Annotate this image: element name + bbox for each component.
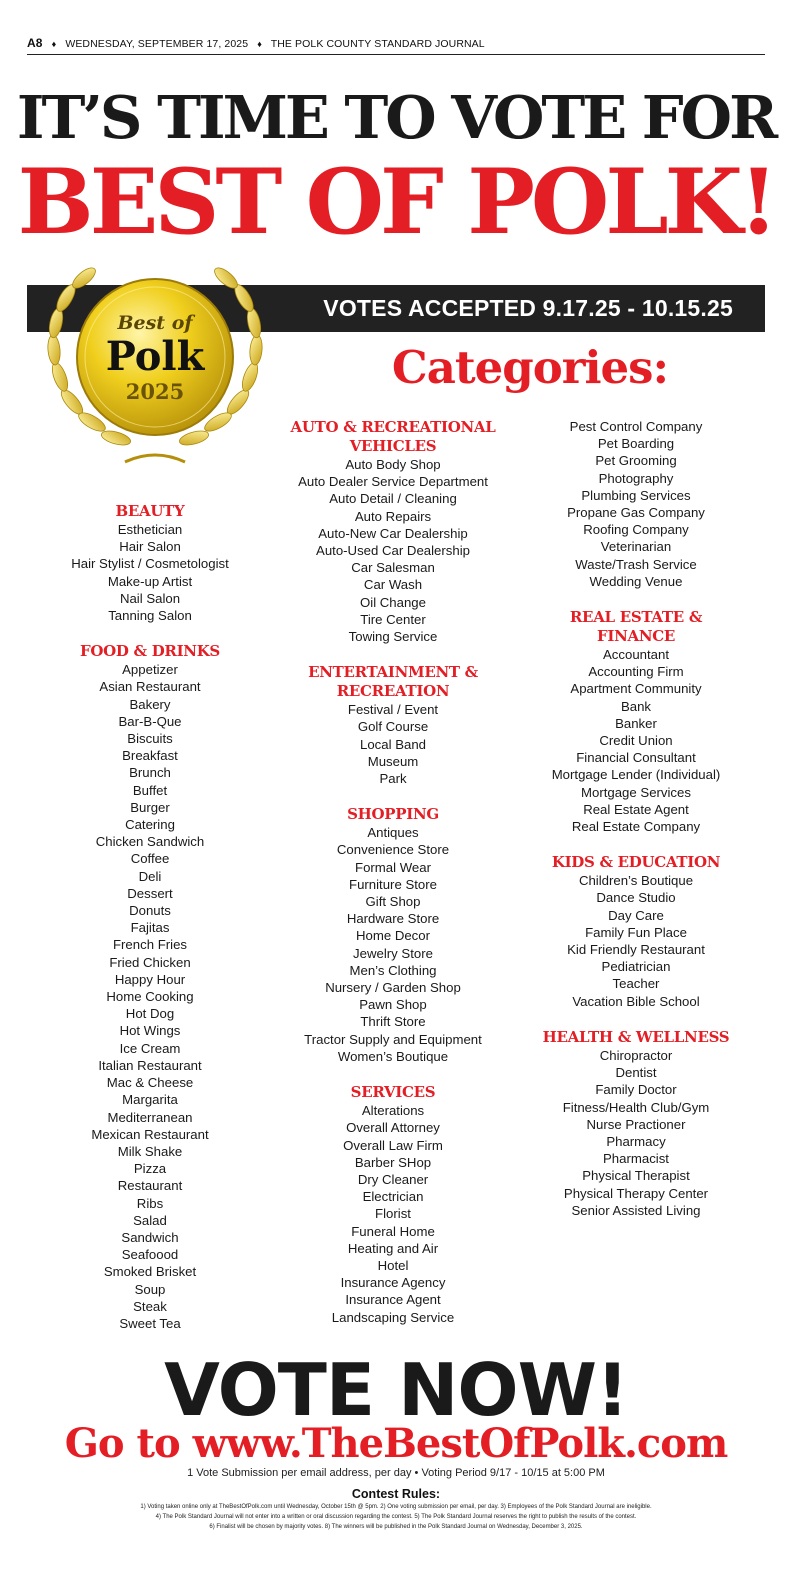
category-item: Esthetician — [117, 522, 183, 537]
category-section-title: AUTO & RECREATIONAL — [290, 418, 496, 436]
seal-text-best-of: Best of — [117, 312, 193, 334]
category-item: Home Decor — [355, 928, 431, 944]
category-item: Bar-B-Que — [118, 713, 182, 729]
category-column-3 — [511, 418, 761, 1237]
category-item: Tire Center — [360, 611, 426, 627]
category-item: Fried Chicken — [109, 954, 191, 970]
category-item: Overall Attorney — [346, 1120, 440, 1136]
category-item: Festival / Event — [347, 702, 439, 718]
category-item: Pet Boarding — [597, 436, 675, 452]
category-item: Appetizer — [122, 662, 178, 678]
category-section-title: SERVICES — [350, 1083, 436, 1102]
category-item: Thrift Store — [360, 1014, 426, 1030]
category-item: Pharmacy — [606, 1133, 666, 1149]
category-item: Ribs — [136, 1195, 164, 1211]
category-item: Tanning Salon — [108, 608, 192, 624]
page-number: A8 — [27, 36, 43, 50]
category-item: Physical Therapist — [582, 1168, 690, 1184]
category-item: Family Fun Place — [585, 924, 687, 940]
category-item: Auto-Used Car Dealership — [316, 543, 470, 559]
category-section-title: REAL ESTATE & — [569, 608, 703, 627]
category-item: Dance Studio — [596, 890, 676, 906]
category-section — [511, 608, 761, 835]
category-section — [511, 418, 761, 590]
category-section-title: KIDS & EDUCATION — [551, 853, 721, 872]
category-item: Biscuits — [127, 731, 173, 747]
category-item: Nursery / Garden Shop — [325, 980, 461, 996]
vote-now-heading: VOTE NOW! — [164, 1348, 628, 1432]
contest-rules — [60, 1502, 732, 1532]
category-item: Mediterranean — [107, 1109, 193, 1125]
category-item: Nurse Practioner — [586, 1116, 686, 1132]
category-item: Roofing Company — [583, 522, 689, 538]
category-item: Kid Friendly Restaurant — [567, 942, 705, 958]
category-item: Antiques — [367, 825, 419, 841]
category-item: Accounting Firm — [588, 664, 684, 680]
category-item: Banker — [615, 715, 657, 731]
headline-line-1: IT’S TIME TO VOTE FOR — [16, 83, 776, 152]
category-item: Brunch — [129, 765, 171, 781]
category-section-title: VEHICLES — [349, 437, 437, 455]
category-item: Wedding Venue — [589, 573, 683, 589]
category-item: Nail Salon — [119, 590, 181, 606]
category-section — [25, 502, 275, 624]
publication-name: THE POLK COUNTY STANDARD JOURNAL — [270, 38, 485, 50]
page-header — [27, 36, 765, 55]
category-section — [268, 805, 518, 1065]
seal-text-polk: Polk — [105, 333, 205, 380]
contest-rule-line: 6) Finalist will be chosen by majority votes. 8) The winners will be published in the Polk Standard Journal on Wednesday, December 3, 2025. — [209, 1524, 583, 1530]
category-section — [25, 642, 275, 1332]
category-item: Mexican Restaurant — [91, 1126, 209, 1142]
contest-rule-line: 1) Voting taken online only at TheBestOfPolk.com until Wednesday, October 15th @ 5pm. 2) One voting submission per email, per day. 3) Employees of the Polk Standard Journal are ineligible. — [140, 1504, 652, 1510]
best-of-polk-seal — [30, 262, 280, 482]
category-item: Waste/Trash Service — [575, 556, 697, 572]
category-section — [268, 418, 518, 645]
category-item: Sandwich — [121, 1229, 179, 1245]
category-item: Auto Detail / Cleaning — [329, 491, 457, 507]
issue-date: WEDNESDAY, SEPTEMBER 17, 2025 — [65, 38, 249, 50]
category-item: Mortgage Services — [581, 784, 691, 800]
category-item: Alterations — [361, 1103, 425, 1119]
diamond-separator-icon: ♦ — [257, 39, 262, 49]
category-item: French Fries — [112, 937, 187, 953]
category-item: Insurance Agent — [345, 1292, 441, 1308]
category-section — [268, 1083, 518, 1326]
seal-text-year: 2025 — [125, 379, 185, 404]
votes-accepted-text: VOTES ACCEPTED 9.17.25 - 10.15.25 — [323, 295, 733, 321]
contest-rule-line: 4) The Polk Standard Journal will not enter into a written or oral discussion regarding the contest. 5) The Polk Standard Journal reserves the right to publish the results of the contest. — [155, 1514, 637, 1520]
category-item: Salad — [133, 1212, 167, 1228]
category-item: Insurance Agency — [340, 1275, 446, 1291]
category-item: Car Wash — [363, 577, 423, 593]
category-item: Deli — [138, 868, 162, 884]
category-item: Gift Shop — [365, 894, 421, 910]
category-item: Auto-New Car Dealership — [318, 525, 468, 541]
submission-info: 1 Vote Submission per email address, per day • Voting Period 9/17 - 10/15 at 5:00 PM — [187, 1467, 605, 1479]
category-item: Pediatrician — [601, 959, 671, 975]
category-item: Family Doctor — [595, 1082, 677, 1098]
category-item: Auto Repairs — [354, 508, 432, 524]
category-item: Real Estate Company — [571, 819, 701, 835]
category-item: Electrician — [362, 1189, 424, 1205]
category-item: Convenience Store — [336, 842, 450, 858]
category-column-1 — [25, 502, 275, 1350]
category-item: Pizza — [133, 1161, 167, 1177]
category-section-title: BEAUTY — [115, 502, 185, 520]
category-item: Sweet Tea — [119, 1315, 181, 1331]
category-item: Men’s Clothing — [349, 962, 437, 978]
category-item: Museum — [367, 753, 419, 769]
category-section — [511, 853, 761, 1010]
category-item: Veterinarian — [600, 539, 672, 555]
category-item: Smoked Brisket — [103, 1264, 197, 1280]
category-item: Chiropractor — [599, 1047, 673, 1063]
category-section — [511, 1028, 761, 1219]
category-item: Hotel — [377, 1257, 409, 1273]
category-item: Dentist — [615, 1065, 657, 1081]
category-item: Landscaping Service — [331, 1309, 455, 1325]
website-link[interactable]: Go to www.TheBestOfPolk.com — [64, 1420, 728, 1467]
category-section-title: FOOD & DRINKS — [80, 642, 220, 661]
headline-line-2: BEST OF POLK! — [17, 149, 775, 255]
diamond-separator-icon: ♦ — [51, 39, 57, 49]
category-item: Bakery — [129, 696, 171, 712]
category-item: Seafoood — [121, 1247, 179, 1263]
category-section-title: SHOPPING — [347, 805, 439, 824]
category-item: Fajitas — [130, 920, 170, 936]
category-item: Dessert — [127, 885, 173, 901]
category-item: Credit Union — [599, 733, 673, 749]
category-item: Pest Control Company — [569, 419, 703, 434]
category-item: Car Salesman — [351, 560, 435, 576]
category-item: Hot Dog — [125, 1006, 175, 1022]
category-item: Women’s Boutique — [337, 1048, 449, 1064]
category-item: Local Band — [360, 736, 426, 752]
category-item: Fitness/Health Club/Gym — [562, 1099, 710, 1115]
category-item: Plumbing Services — [581, 487, 691, 503]
category-item: Margarita — [122, 1092, 178, 1108]
contest-rules-title: Contest Rules: — [351, 1487, 441, 1501]
category-item: Senior Assisted Living — [571, 1202, 701, 1218]
category-item: Vacation Bible School — [572, 993, 700, 1009]
category-item: Coffee — [130, 851, 170, 867]
category-item: Pet Grooming — [595, 453, 677, 469]
category-item: Happy Hour — [114, 971, 186, 987]
category-item: Financial Consultant — [576, 750, 696, 766]
category-item: Pawn Shop — [359, 997, 427, 1013]
category-item: Mortgage Lender (Individual) — [551, 767, 721, 783]
category-item: Restaurant — [117, 1178, 183, 1194]
category-section-title: HEALTH & WELLNESS — [542, 1027, 730, 1046]
category-item: Home Cooking — [106, 989, 194, 1005]
category-item: Formal Wear — [355, 859, 431, 875]
category-section-title: ENTERTAINMENT & — [308, 663, 478, 682]
category-item: Pharmacist — [603, 1151, 669, 1167]
category-item: Day Care — [608, 907, 664, 923]
category-item: Overall Law Firm — [343, 1137, 443, 1153]
category-item: Dry Cleaner — [357, 1171, 429, 1187]
category-item: Tractor Supply and Equipment — [304, 1031, 482, 1047]
category-item: Accountant — [603, 647, 669, 663]
category-item: Chicken Sandwich — [95, 834, 205, 850]
category-item: Ice Cream — [119, 1040, 181, 1056]
category-item: Physical Therapy Center — [563, 1185, 709, 1201]
category-item: Hair Salon — [119, 539, 181, 555]
category-item: Mac & Cheese — [106, 1075, 194, 1091]
category-item: Florist — [375, 1206, 411, 1222]
category-item: Auto Body Shop — [345, 457, 441, 472]
category-item: Steak — [133, 1298, 167, 1314]
category-item: Jewelry Store — [353, 945, 433, 961]
category-item: Park — [379, 771, 407, 787]
category-item: Towing Service — [348, 629, 438, 645]
category-item: Furniture Store — [349, 876, 437, 892]
category-item: Italian Restaurant — [98, 1057, 202, 1073]
category-column-2 — [268, 418, 518, 1344]
category-item: Hardware Store — [346, 911, 440, 927]
category-item: Barber SHop — [354, 1154, 432, 1170]
category-item: Real Estate Agent — [583, 801, 689, 817]
category-item: Heating and Air — [347, 1240, 439, 1256]
category-item: Burger — [130, 799, 170, 815]
category-item: Apartment Community — [570, 681, 702, 697]
category-item: Soup — [134, 1281, 166, 1297]
category-item: Propane Gas Company — [567, 505, 705, 521]
category-section-title: FINANCE — [597, 627, 675, 646]
category-item: Bank — [620, 698, 652, 714]
category-item: Teacher — [612, 976, 660, 992]
category-section-title: RECREATION — [336, 682, 450, 701]
category-item: Hot Wings — [119, 1023, 181, 1039]
categories-title: Categories: — [391, 341, 669, 394]
category-item: Breakfast — [122, 748, 178, 764]
category-item: Make-up Artist — [107, 573, 193, 589]
category-item: Milk Shake — [117, 1143, 183, 1159]
category-item: Funeral Home — [351, 1223, 435, 1239]
category-item: Catering — [125, 817, 175, 833]
category-item: Golf Course — [357, 719, 429, 735]
category-item: Buffet — [132, 782, 168, 798]
category-item: Asian Restaurant — [99, 679, 201, 695]
category-item: Hair Stylist / Cosmetologist — [71, 556, 229, 572]
category-item: Photography — [598, 470, 674, 486]
category-item: Auto Dealer Service Department — [298, 474, 488, 490]
category-item: Oil Change — [360, 594, 426, 610]
category-section — [268, 663, 518, 787]
category-item: Children’s Boutique — [578, 873, 694, 889]
category-item: Donuts — [129, 903, 171, 919]
